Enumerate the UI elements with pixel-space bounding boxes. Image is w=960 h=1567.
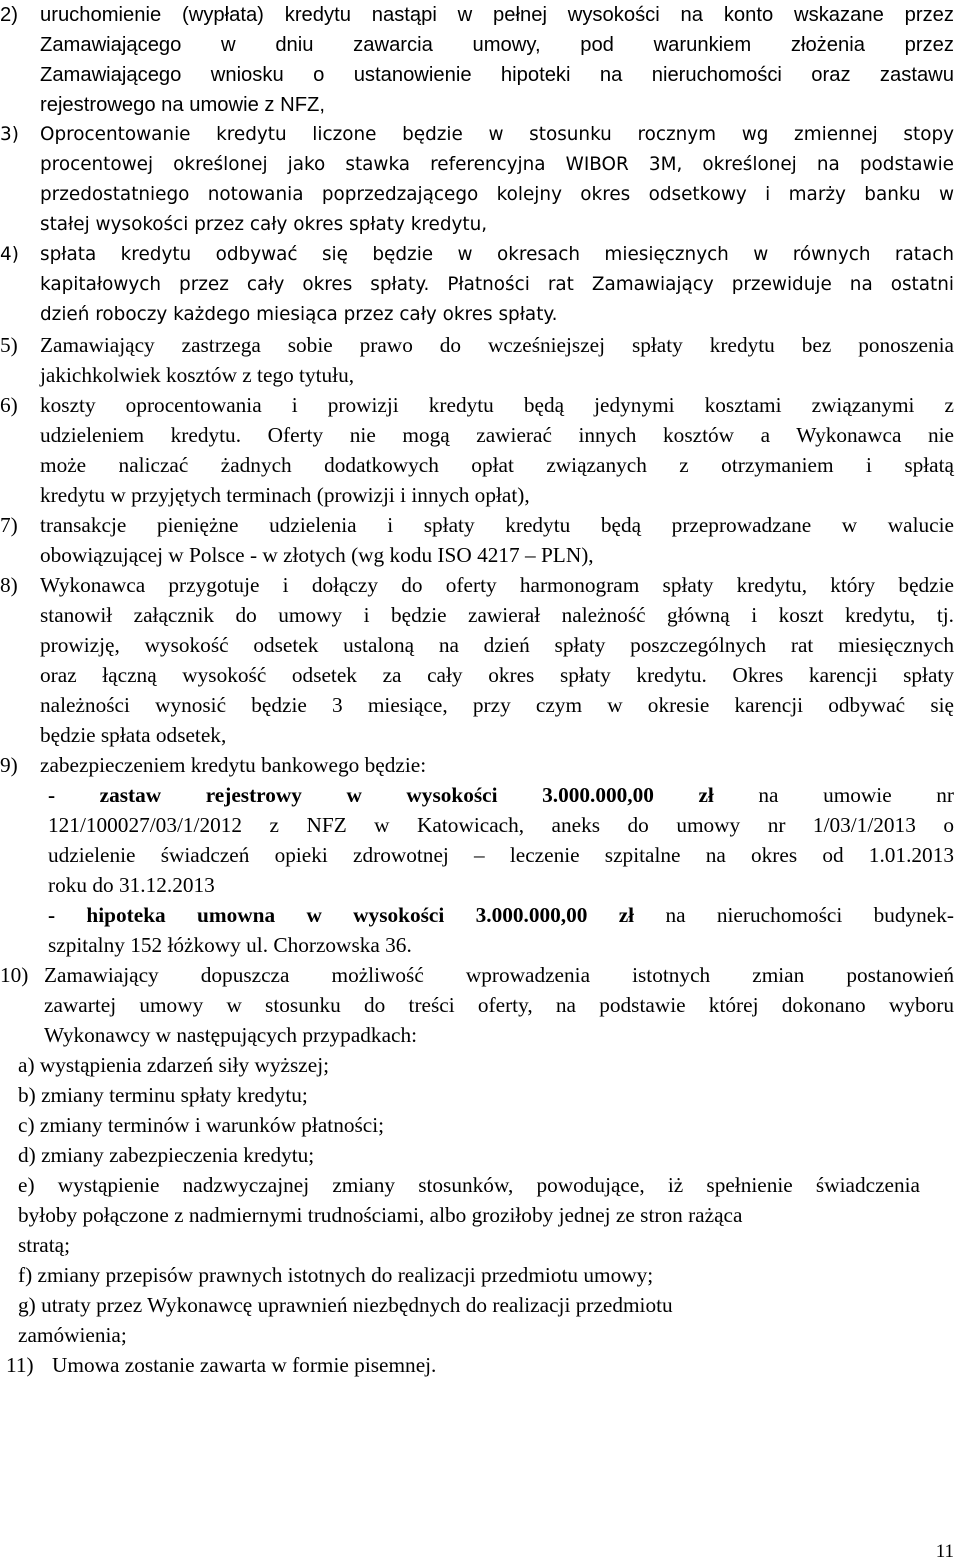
page-number: 11 <box>935 1541 954 1562</box>
text-line: spłata kredytu odbywać się będzie w okresach miesięcznych w równych ratach <box>40 244 954 265</box>
item-number: 3) <box>0 124 19 145</box>
text-line: zawartej umowy w stosunku do treści oferty, na podstawie której dokonano wyboru <box>44 993 954 1017</box>
text-line: Oprocentowanie kredytu liczone będzie w stosunku rocznym wg zmiennej stopy <box>40 124 954 145</box>
text-line: Zamawiającego wniosku o ustanowienie hipoteki na nieruchomości oraz zastawu <box>40 64 954 86</box>
sublist-item: f) zmiany przepisów prawnych istotnych do realizacji przedmiotu umowy; <box>18 1263 654 1287</box>
text-line: Zamawiającego w dniu zawarcia umowy, pod warunkiem złożenia przez <box>40 34 954 56</box>
text-line: - hipoteka umowna w wysokości 3.000.000,00 zł na nieruchomości budynek- <box>48 903 954 927</box>
item-number: 7) <box>0 513 18 537</box>
text-line: udzieleniem kredytu. Oferty nie mogą zawierać innych kosztów a Wykonawca nie <box>40 423 954 447</box>
text-line: procentowej określonej jako stawka referencyjna WIBOR 3M, określonej na podstawie <box>40 154 954 175</box>
text-line: dzień roboczy każdego miesiąca przez cały okres spłaty. <box>40 304 558 325</box>
sublist-item: zamówienia; <box>18 1323 127 1347</box>
list-item-5 <box>0 330 960 390</box>
item-number: 10) <box>0 963 29 987</box>
item-number: 11) <box>6 1353 34 1377</box>
list-item-3 <box>0 120 960 240</box>
text-line: roku do 31.12.2013 <box>48 873 215 897</box>
item-number: 9) <box>0 753 18 777</box>
text-line: kredytu w przyjętych terminach (prowizji i innych opłat), <box>40 483 530 507</box>
sublist-item: a) wystąpienia zdarzeń siły wyższej; <box>18 1053 330 1077</box>
text-line: obowiązującej w Polsce - w złotych (wg kodu ISO 4217 – PLN), <box>40 543 594 567</box>
list-item-8 <box>0 570 960 750</box>
text-line: może naliczać żadnych dodatkowych opłat związanych z otrzymaniem i spłatą <box>40 453 954 477</box>
list-item-10 <box>0 960 960 1050</box>
bold-text: - zastaw rejestrowy w wysokości 3.000.000,00 zł <box>48 783 714 807</box>
security-pledge <box>40 780 954 900</box>
text-line: koszty oprocentowania i prowizji kredytu będą jedynymi kosztami związanymi z <box>40 393 954 417</box>
list-item-2 <box>0 0 960 120</box>
sublist-item: c) zmiany terminów i warunków płatności; <box>18 1113 385 1137</box>
sublist-item: stratą; <box>18 1233 71 1257</box>
sublist <box>0 1050 960 1350</box>
text-line: 121/100027/03/1/2012 z NFZ w Katowicach, aneks do umowy nr 1/03/1/2013 o <box>48 813 954 837</box>
text-line: kapitałowych przez cały okres spłaty. Płatności rat Zamawiający przewiduje na ostatni <box>40 274 954 295</box>
bold-text: - hipoteka umowna w wysokości 3.000.000,00 zł <box>48 903 635 927</box>
item-number: 5) <box>0 333 18 357</box>
text-line: Zamawiający zastrzega sobie prawo do wcześniejszej spłaty kredytu bez ponoszenia <box>40 333 954 357</box>
text-line: Wykonawca przygotuje i dołączy do oferty harmonogram spłaty kredytu, który będzie <box>40 573 954 597</box>
sublist-item: b) zmiany terminu spłaty kredytu; <box>18 1083 308 1107</box>
item-number: 2) <box>0 4 18 26</box>
list-item-7 <box>0 510 960 570</box>
item-number: 8) <box>0 573 18 597</box>
text-line: prowizję, wysokość odsetek ustaloną na dzień spłaty poszczególnych rat miesięcznych <box>40 633 954 657</box>
text-line: należności wynosić będzie 3 miesiące, przy czym w okresie karencji odbywać się <box>40 693 954 717</box>
sublist-item: d) zmiany zabezpieczenia kredytu; <box>18 1143 315 1167</box>
text-line: będzie spłata odsetek, <box>40 723 227 747</box>
text-line: transakcje pieniężne udzielenia i spłaty kredytu będą przeprowadzane w walucie <box>40 513 954 537</box>
text-line: przedostatniego notowania poprzedzającego kolejny okres odsetkowy i marży banku w <box>40 184 954 205</box>
sublist-item: e) wystąpienie nadzwyczajnej zmiany stosunków, powodujące, iż spełnienie świadczenia <box>18 1173 920 1197</box>
text-line: Zamawiający dopuszcza możliwość wprowadzenia istotnych zmian postanowień <box>44 963 954 987</box>
security-mortgage <box>40 900 954 960</box>
sublist-item: g) utraty przez Wykonawcę uprawnień niezbędnych do realizacji przedmiotu <box>18 1293 673 1317</box>
text-line: Umowa zostanie zawarta w formie pisemnej. <box>52 1353 437 1377</box>
text-line: udzielenie świadczeń opieki zdrowotnej – leczenie szpitalne na okres od 1.01.2013 <box>48 843 954 867</box>
text-line: stanowił załącznik do umowy i będzie zawierał należność główną i koszt kredytu, tj. <box>40 603 954 627</box>
list-item-11 <box>0 1350 960 1380</box>
text-line: zabezpieczeniem kredytu bankowego będzie: <box>40 753 427 777</box>
text-line: stałej wysokości przez cały okres spłaty kredytu, <box>40 214 488 235</box>
list-item-9 <box>0 750 960 960</box>
item-number: 4) <box>0 244 19 265</box>
text-line: - zastaw rejestrowy w wysokości 3.000.000,00 zł na umowie nr <box>48 783 954 807</box>
sublist-item: byłoby połączone z nadmiernymi trudnościami, albo groziłoby jednej ze stron rażąca <box>18 1203 743 1227</box>
text-line: oraz łączną wysokość odsetek za cały okres spłaty kredytu. Okres karencji spłaty <box>40 663 954 687</box>
list-item-6 <box>0 390 960 510</box>
text-line: Wykonawcy w następujących przypadkach: <box>44 1023 418 1047</box>
text-line: jakichkolwiek kosztów z tego tytułu, <box>40 363 355 387</box>
text-line: rejestrowego na umowie z NFZ, <box>40 94 325 116</box>
item-number: 6) <box>0 393 18 417</box>
text-line: uruchomienie (wypłata) kredytu nastąpi w pełnej wysokości na konto wskazane przez <box>40 4 954 26</box>
list-item-4 <box>0 240 960 330</box>
text-line: szpitalny 152 łóżkowy ul. Chorzowska 36. <box>48 933 412 957</box>
